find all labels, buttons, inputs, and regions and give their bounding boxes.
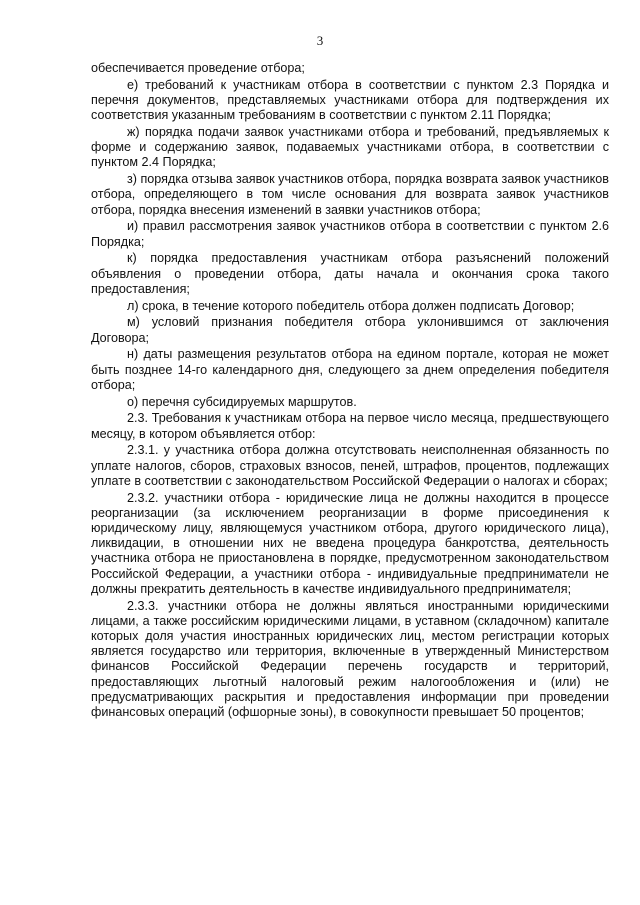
document-body (91, 61, 609, 722)
page-number: 3 (316, 33, 324, 48)
paragraph-item-n: н) даты размещения результатов отбора на едином портале, которая не может быть позднее 14-го календарного дня, следующего за днем определения победителя отбора; (91, 347, 609, 392)
paragraph-section-2-3-2: 2.3.2. участники отбора - юридические лица не должны находится в процессе реорганизации (за исключением реорганизации в форме присоединения к юридическому лицу, являющемуся участником отбора, другого юридического лица), ликвидации, в отношении них не введена процедура банкротства, деятельность участника отбора не приостановлена в порядке, предусмотренном законодательством Российской Федерации, а участники отбора - индивидуальные предприниматели не должны прекратить деятельность в качестве индивидуального предпринимателя; (91, 490, 609, 596)
paragraph-section-2-3-3: 2.3.3. участники отбора не должны являться иностранными юридическими лицами, а также российским юридическими лицами, в уставном (складочном) капитале которых доля участия иностранных юридических лиц, местом регистрации которых является государство или территория, включенные в утвержденный Министерством финансов Российской Федерации перечень государств и территорий, предоставляющих льготный налоговый режим налогообложения и (или) не предусматривающих раскрытия и предоставления информации при проведении финансовых операций (офшорные зоны), в совокупности превышает 50 процентов; (91, 598, 609, 720)
paragraph-item-o: о) перечня субсидируемых маршрутов. (127, 394, 357, 409)
paragraph-item-i: и) правил рассмотрения заявок участников отбора в соответствии с пунктом 2.6 Порядка; (91, 219, 609, 249)
paragraph-section-2-3-1: 2.3.1. у участника отбора должна отсутствовать неисполненная обязанность по уплате налогов, сборов, страховых взносов, пеней, штрафов, процентов, подлежащих уплате в соответствии с законодательством Российской Федерации о налогах и сборах; (91, 443, 609, 488)
paragraph-item-m: м) условий признания победителя отбора уклонившимся от заключения Договора; (91, 315, 609, 345)
paragraph-continuation: обеспечивается проведение отбора; (91, 61, 305, 75)
paragraph-item-k: к) порядка предоставления участникам отбора разъяснений положений объявления о проведении отбора, даты начала и окончания срока такого предоставления; (91, 251, 609, 296)
paragraph-item-l: л) срока, в течение которого победитель отбора должен подписать Договор; (127, 298, 575, 313)
paragraph-section-2-3: 2.3. Требования к участникам отбора на первое число месяца, предшествующего месяцу, в котором объявляется отбор: (91, 411, 609, 441)
paragraph-item-e: е) требований к участникам отбора в соответствии с пунктом 2.3 Порядка и перечня документов, представляемых участниками отбора для подтверждения их соответствия указанным требованиям в соответствии с пунктом 2.11 Порядка; (91, 77, 609, 123)
paragraph-item-zh: ж) порядка подачи заявок участниками отбора и требований, предъявляемых к форме и содержанию заявок, подаваемых участниками отбора, в соответствии с пунктом 2.4 Порядка; (91, 125, 609, 170)
paragraph-item-z: з) порядка отзыва заявок участников отбора, порядка возврата заявок участников отбора, определяющего в том числе основания для возврата заявок участников отбора, порядка внесения изменений в заявки участников отбора; (91, 172, 609, 217)
